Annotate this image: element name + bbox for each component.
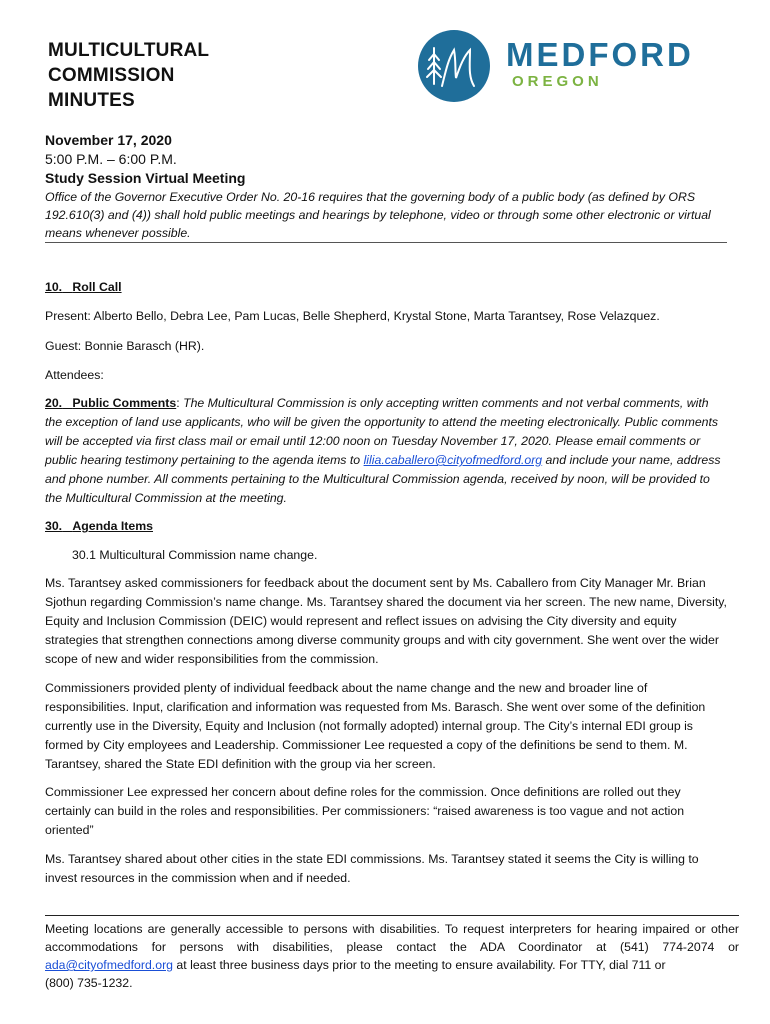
public-comments-number: 20. [45,396,63,410]
logo-subtitle: OREGON [512,73,603,90]
executive-order-note: Office of the Governor Executive Order No. 20-16 requires that the governing body of a public body (as defined by ORS 192.610(3) and (4)) shall hold public meetings and hearings by telephone, video or through some other electronic or virtual means whenever possible. [45,190,711,240]
roll-call-heading: Roll Call [72,280,122,294]
footer-line-2: accommodations for persons with disabilities, please contact the ADA Coordinator at (541) 774-2074 or [45,940,739,954]
footer-line-3-text: at least three business days prior to the meeting to ensure availability. For TTY, dial 711 or [173,958,666,972]
present-list: Present: Alberto Bello, Debra Lee, Pam Lucas, Belle Shepherd, Krystal Stone, Marta Tarantsey, Rose Velazquez. [45,309,660,323]
roll-call-number: 10. [45,280,63,294]
agenda-number: 30. [45,519,63,533]
ada-email-link[interactable]: ada@cityofmedford.org [45,958,174,972]
public-comments-heading: Public Comments [72,396,177,410]
heading-colon: : [176,396,180,410]
agenda-paragraph-1: Ms. Tarantsey asked commissioners for feedback about the document sent by Ms. Caballero from City Manager Mr. Brian Sjothun regarding Commission’s name change. Ms. Tarantsey shared the document via her screen. The new name, Diversity, Equity and Inclusion Commission (DEIC) would represent and reflect issues on advising the City diversity and equity strategies that strengthen connections among diverse community groups and with city government. She went over the wider scope of new and wider responsibilities from the commission. [45,576,727,666]
title-line-3: MINUTES [48,90,135,111]
footer-line-4: (800) 735-1232. [45,976,133,990]
attendees-label: Attendees: [45,368,104,382]
title-line-1: MULTICULTURAL [48,40,210,61]
footer-line-3 [45,956,739,974]
document-title [48,38,209,113]
agenda-heading: Agenda Items [72,519,153,533]
public-comments-text-a: The Multicultural Commission is only accepting written comments and not verbal comments, with the exception of land use applicants, who will be given the opportunity to attend the meeting electronically. Public comments will be accepted via first class mail or email until 12:00 noon on Tuesday November 17, 2020. Please email comments or public hearing testimony pertaining to the agenda items to [45,396,719,467]
meeting-type: Study Session Virtual Meeting [45,170,246,186]
meeting-time: 5:00 P.M. – 6:00 P.M. [45,151,177,167]
title-line-2: COMMISSION [48,65,175,86]
divider [45,242,727,243]
logo-wordmark: MEDFORD [506,36,694,73]
medford-tree-m-icon [418,30,490,102]
footer-divider [45,915,739,916]
public-comments-paragraph [45,394,727,508]
footer-line-1: Meeting locations are generally accessible to persons with disabilities. To request interpreters for hearing impaired or other [45,922,739,936]
footer-notice [45,920,739,992]
comments-email-link[interactable]: lilia.caballero@cityofmedford.org [363,453,543,467]
agenda-paragraph-3: Commissioner Lee expressed her concern about define roles for the commission. Once definitions are rolled out they certainly can build in the roles and responsibilities. Per commissioners: “raised awareness is too vague and not action oriented” [45,785,685,837]
meeting-date: November 17, 2020 [45,132,172,148]
section-heading-roll-call [45,278,727,297]
agenda-item: 30.1 Multicultural Commission name change. [72,548,318,562]
agenda-paragraph-2: Commissioners provided plenty of individual feedback about the name change and the new and broader line of responsibilities. Input, clarification and information was requested from Ms. Barasch. She went over some of the definition currently use in the Diversity, Equity and Inclusion (not formally adopted) internal group. The City’s internal EDI group is formed by City employees and Leadership. Commissioner Lee requested a copy of the definitions be send to them. M. Tarantsey, shared the State EDI definition with the group via her screen. [45,681,706,771]
agenda-paragraph-4: Ms. Tarantsey shared about other cities in the state EDI commissions. Ms. Tarantsey stated it seems the City is willing to invest resources in the commission when and if needed. [45,852,699,885]
public-comments-text-b: and include your name, address and phone number. All comments pertaining to the Multicultural Commission agenda, received by noon, will be provided to the Multicultural Commission at the meeting. [45,453,721,505]
section-heading-agenda [45,517,727,536]
guest-list: Guest: Bonnie Barasch (HR). [45,339,205,353]
